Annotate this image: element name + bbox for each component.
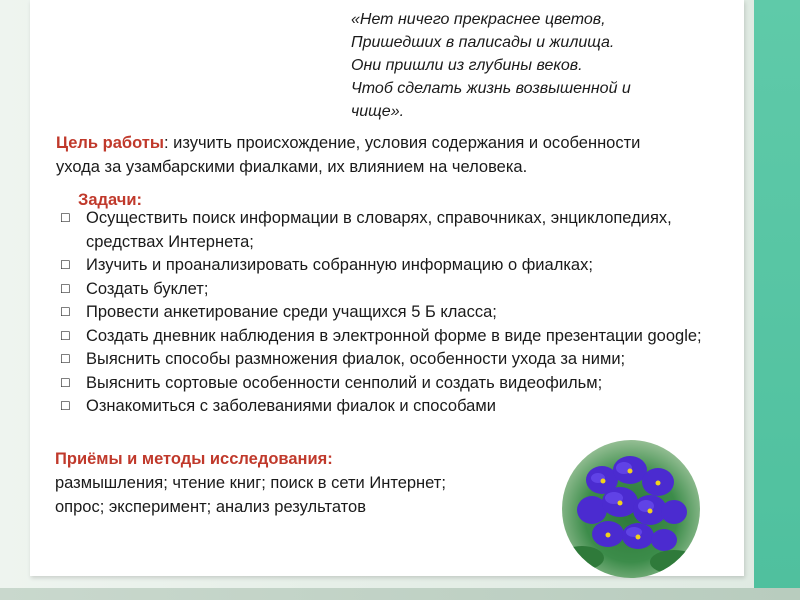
methods-text: размышления; чтение книг; поиск в сети Интернет; опрос; эксперимент; анализ результатов [55,474,446,516]
list-item [60,395,710,419]
epigraph-poem [351,8,711,123]
checkbox-bullet-icon: ☐ [60,375,71,390]
task-text: Ознакомиться с заболеваниями фиалок и способами [86,397,496,415]
list-item [60,278,710,302]
poem-line: «Нет ничего прекраснее цветов, [351,11,606,28]
task-text: Провести анкетирование среди учащихся 5 Б класса; [86,303,497,321]
checkbox-bullet-icon: ☐ [60,328,71,343]
teal-side-frame [754,0,800,600]
list-item [60,325,710,349]
task-text: Осуществить поиск информации в словарях, справочниках, энциклопедиях, средствах Интернета; [86,209,672,251]
list-item [60,207,710,254]
poem-line: Чтоб сделать жизнь возвышенной и [351,80,631,97]
checkbox-bullet-icon: ☐ [60,352,71,366]
list-item [60,348,710,372]
task-text: Создать буклет; [86,279,209,298]
tasks-title: Задачи: [78,191,142,209]
african-violet-photo [562,440,700,578]
poem-line: чище». [351,103,405,120]
checkbox-bullet-icon: ☐ [60,258,71,272]
bottom-frame [0,588,800,600]
checkbox-bullet-icon: ☐ [60,305,71,319]
goal-text: : изучить происхождение, условия содержания и особенности ухода за узамбарскими фиалками, их влиянием на человека. [56,134,641,176]
tasks-list [60,207,710,419]
checkbox-bullet-icon: ☐ [60,211,71,225]
task-text: Изучить и проанализировать собранную информацию о фиалках; [86,256,593,274]
list-item [60,372,710,396]
poem-line: Они пришли из глубины веков. [351,57,583,74]
list-item [60,254,710,278]
goal-label: Цель работы [56,134,164,152]
list-item [60,301,710,325]
task-text: Выяснить сортовые особенности сенполий и создать видеофильм; [86,373,603,392]
methods-label: Приёмы и методы исследования: [55,450,333,468]
checkbox-bullet-icon: ☐ [60,281,71,296]
checkbox-bullet-icon: ☐ [60,399,71,413]
methods-paragraph [55,447,465,519]
violet-flower-illustration [562,440,700,578]
poem-line: Пришедших в палисады и жилища. [351,34,615,51]
task-text: Создать дневник наблюдения в электронной форме в виде презентации google; [86,326,702,345]
task-text: Выяснить способы размножения фиалок, особенности ухода за ними; [86,350,626,368]
goal-paragraph [56,131,666,179]
